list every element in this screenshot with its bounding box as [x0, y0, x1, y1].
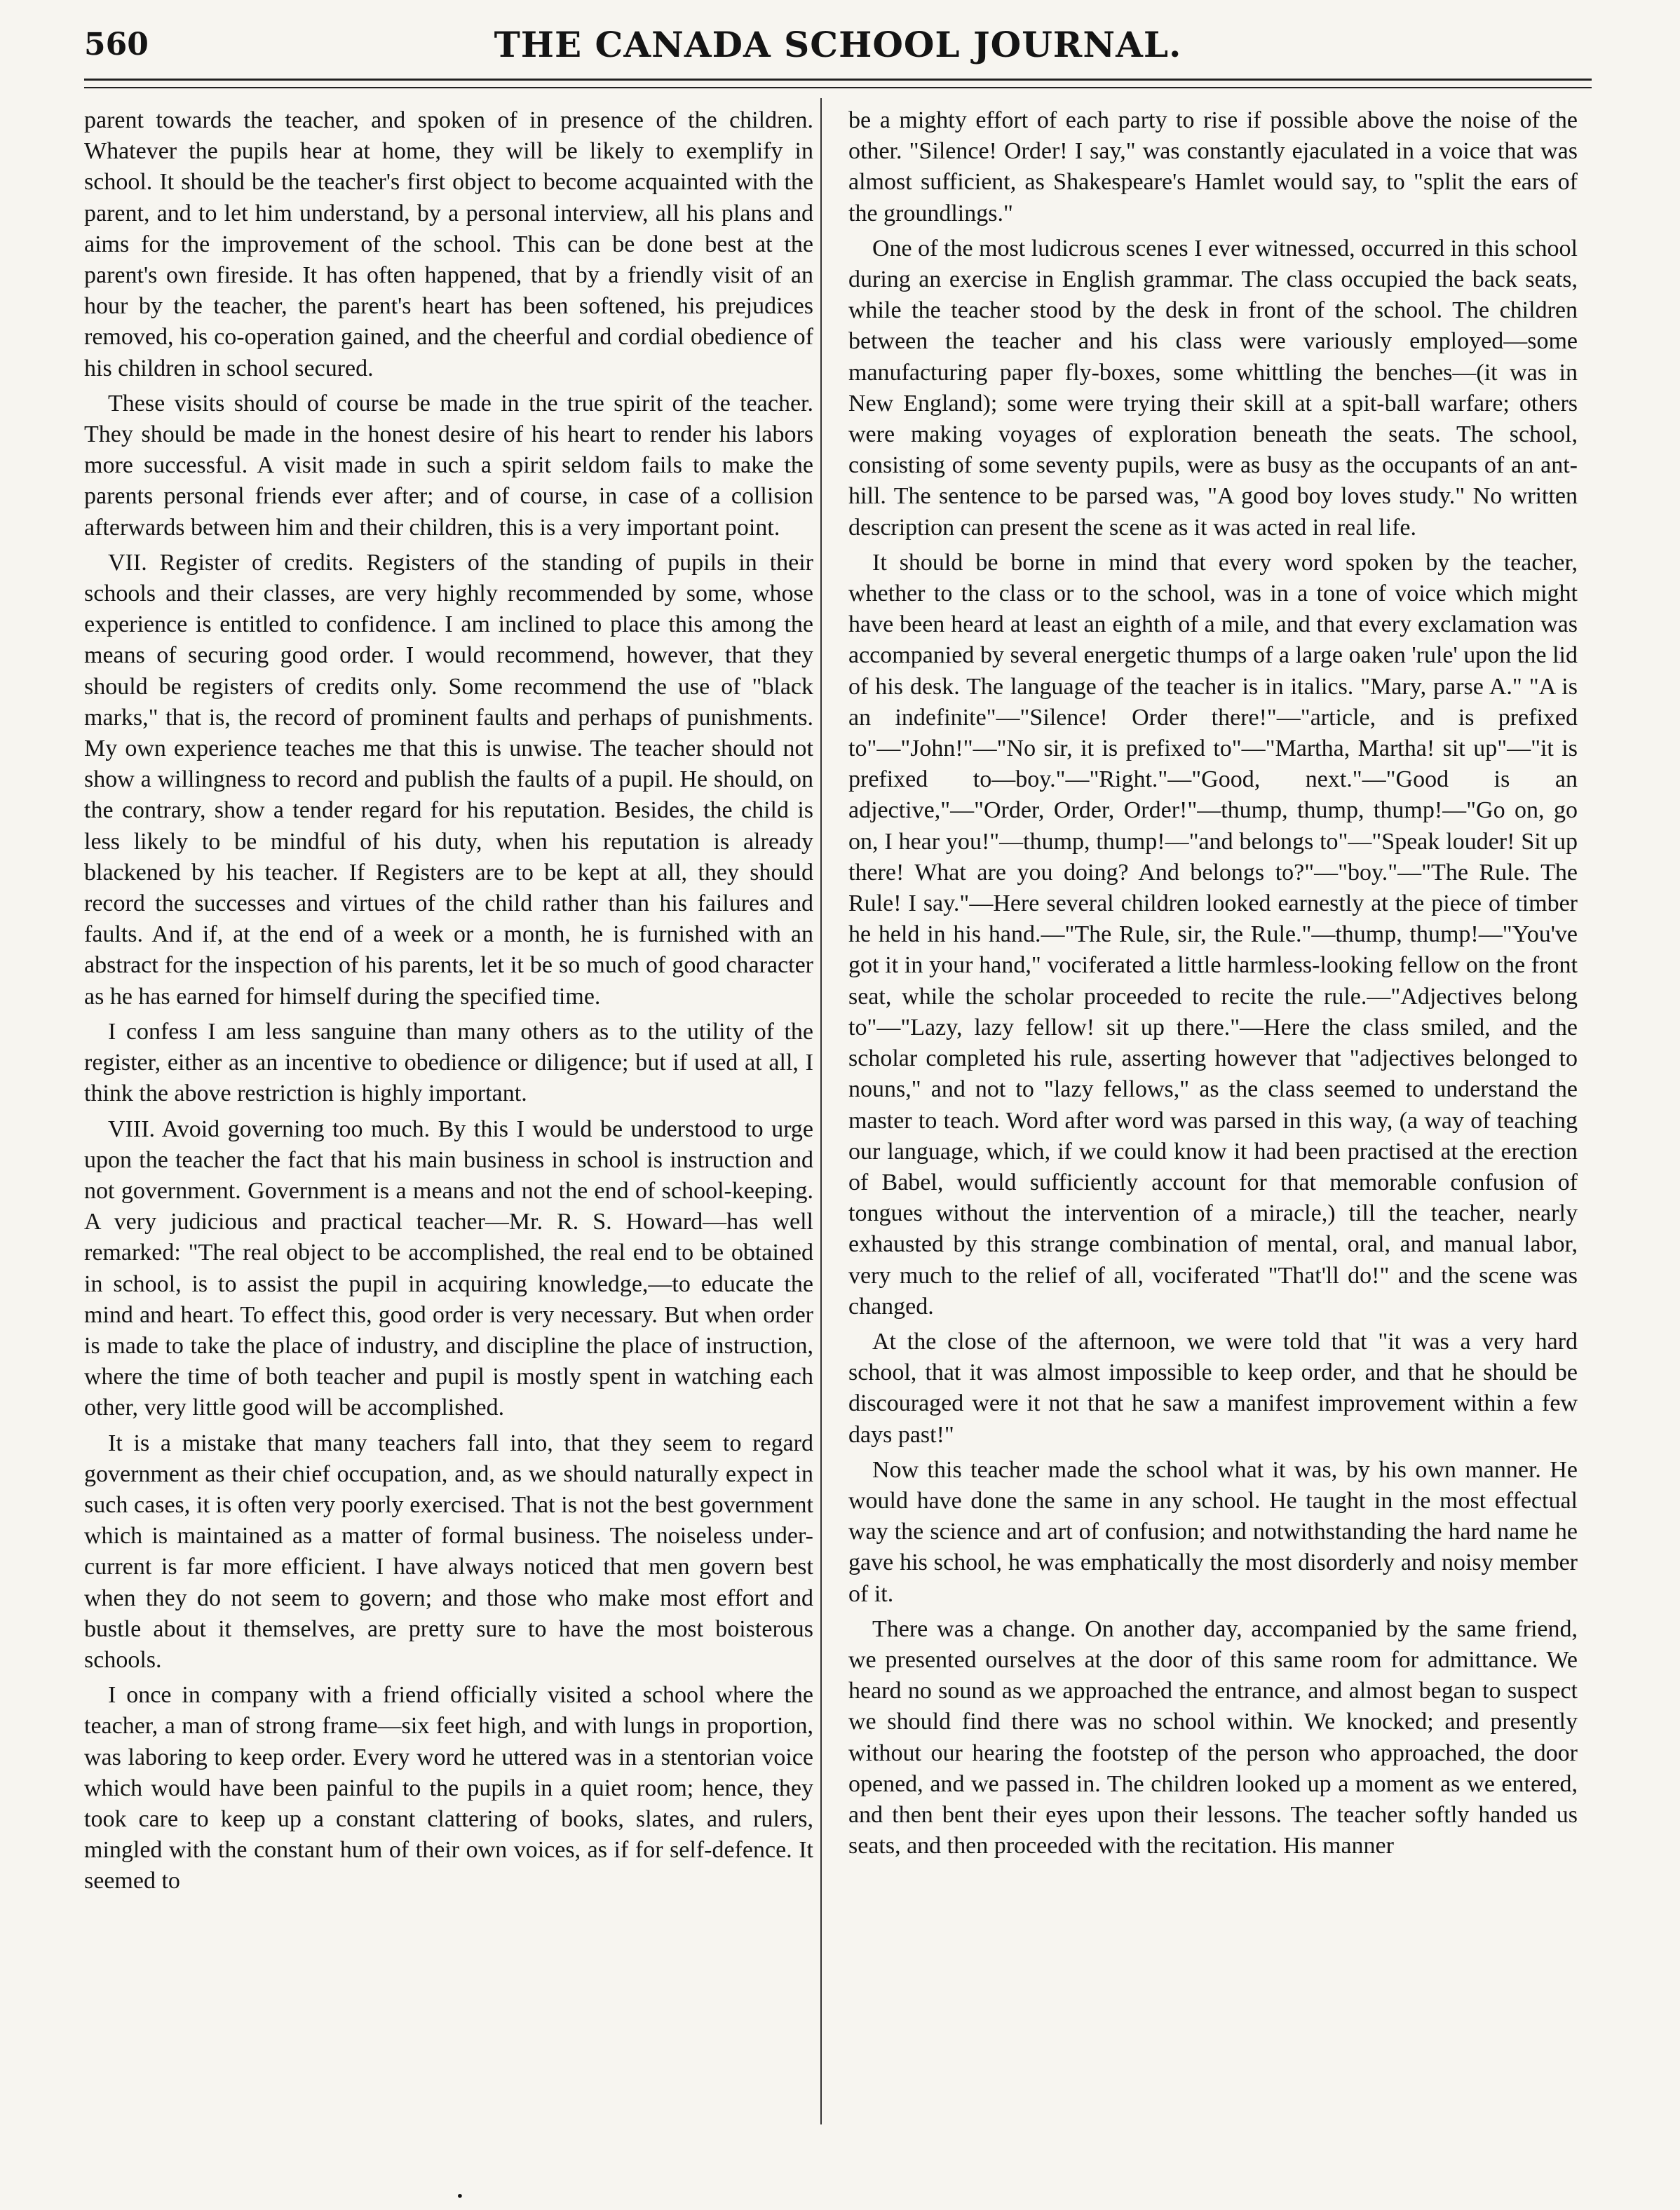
paragraph: VII. Register of credits. Registers of the standing of pupils in their schools and their classes, are very highly recommended by some, whose experience is entitled to confidence. I am inclined to place this among the means of securing good order. I would recommend, however, that they should be registers of credits only. Some recommend the use of "black marks," that is, the record of prominent faults and perhaps of punishments. My own experience teaches me that this is unwise. The teacher should not show a willingness to record and publish the faults of a pupil. He should, on the contrary, show a tender regard for his reputation. Besides, the child is less likely to be mindful of his duty, when his reputation is already blackened by his teacher. If Registers are to be kept at all, they should record the successes and virtues of the child rather than his failures and faults. And if, at the end of a week or a month, he is furnished with an abstract for the inspection of his parents, let it be so much of good character as he has earned for himself during the specified time. [84, 549, 813, 1010]
paragraph: VIII. Avoid governing too much. By this I would be understood to urge upon the teacher the fact that his main business in school is instruction and not government. Government is a means and not the end of school-keeping. A very judicious and practical teacher—Mr. R. S. Howard—has well remarked: "The real object to be accomplished, the real end to be obtained in school, is to assist the pupil in acquiring knowledge,—to educate the mind and heart. To effect this, good order is very necessary. But when order is made to take the place of industry, and discipline the place of instruction, where the time of both teacher and pupil is mostly spent in watching each other, very little good will be accomplished. [84, 1116, 813, 1421]
paragraph: One of the most ludicrous scenes I ever witnessed, occurred in this school during an exercise in English grammar. The class occupied the back seats, while the teacher stood by the desk in front of the school. The children between the teacher and his class were variously employed—some manufacturing paper fly-boxes, some whittling the benches—(it was in New England); some were trying their skill at a spit-ball warfare; others were making voyages of exploration beneath the seats. The school, consisting of some seventy pupils, were as busy as the occupants of an ant-hill. The sentence to be parsed was, "A good boy loves study." No written description can present the scene as it was acted in real life. [848, 235, 1578, 541]
header-rule [84, 79, 1592, 81]
page-number: 560 [84, 27, 149, 62]
print-speck: • [456, 2188, 464, 2204]
paragraph: There was a change. On another day, accompanied by the same friend, we presented ourselves at the door of this same room for admittance. We heard no sound as we approached the entrance, and almost began to suspect we should find there was no school within. We knocked; and presently without our hearing the footstep of the person who approached, the door opened, and we passed in. The children looked up a moment as we entered, and then bent their eyes upon their lessons. The teacher softly handed us seats, and then proceeded with the recitation. His manner [848, 1615, 1578, 1859]
paragraph: These visits should of course be made in the true spirit of the teacher. They should be made in the honest desire of his heart to render his labors more successful. A visit made in such a spirit seldom fails to make the parents personal friends ever after; and of course, in case of a collision afterwards between him and their children, this is a very important point. [84, 390, 813, 541]
paragraph: At the close of the afternoon, we were told that "it was a very hard school, that it was almost impossible to keep order, and that he should be discouraged were it not that he saw a manifest improvement within a few days past!" [848, 1328, 1578, 1448]
right-column [848, 105, 1578, 2124]
page-header [84, 24, 1592, 66]
paragraph: I once in company with a friend officially visited a school where the teacher, a man of strong frame—six feet high, and with lungs in proportion, was laboring to keep order. Every word he uttered was in a stentorian voice which would have been painful to the pupils in a quiet room; hence, they took care to keep up a constant clattering of books, slates, and rulers, mingled with the constant hum of their own voices, as if for self-defence. It seemed to [84, 1682, 813, 1894]
paragraph: Now this teacher made the school what it was, by his own manner. He would have done the same in any school. He taught in the most effectual way the science and art of confusion; and notwithstanding the hard name he gave his school, he was emphatically the most disorderly and noisy member of it. [848, 1456, 1578, 1607]
column-divider [820, 98, 822, 2124]
paragraph: I confess I am less sanguine than many others as to the utility of the register, either as an incentive to obedience or diligence; but if used at all, I think the above restriction is highly important. [84, 1018, 813, 1107]
left-column [84, 105, 813, 2124]
header-rule-secondary [84, 87, 1592, 88]
paragraph: be a mighty effort of each party to rise if possible above the noise of the other. "Silence! Order! I say," was constantly ejaculated in a voice that was almost sufficient, as Shakespeare's Hamlet would say, to "split the ears of the groundlings." [848, 107, 1578, 226]
paragraph: It should be borne in mind that every word spoken by the teacher, whether to the class or to the school, was in a tone of voice which might have been heard at least an eighth of a mile, and that every exclamation was accompanied by several energetic thumps of a large oaken 'rule' upon the lid of his desk. The language of the teacher is in italics. "Mary, parse A." "A is an indefinite"—"Silence! Order there!"—"article, and is prefixed to"—"John!"—"No sir, it is prefixed to"—"Martha, Martha! sit up"—"it is prefixed to—boy."—"Right."—"Good, next."—"Good is an adjective,"—"Order, Order, Order!"—thump, thump, thump!—"Go on, go on, I hear you!"—thump, thump!—"and belongs to"—"Speak louder! Sit up there! What are you doing? And belongs to?"—"boy."—"The Rule. The Rule! I say."—Here several children looked earnestly at the piece of timber he held in his hand.—"The Rule, sir, the Rule."—thump, thump!—"You've got it in your hand," vociferated a little harmless-looking fellow on the front seat, while the scholar proceeded to recite the rule.—"Adjectives belong to"—"Lazy, lazy fellow! sit up there."—Here the class smiled, and the scholar completed his rule, asserting however that "adjectives belonged to nouns," and not to "lazy fellows," as the class seemed to understand the master to teach. Word after word was parsed in this way, (a way of teaching our language, which, if we could know it had been practised at the erection of Babel, would sufficiently account for that memorable confusion of tongues without the intervention of a miracle,) till the teacher, nearly exhausted by this strange combination of mental, oral, and manual labor, very much to the relief of all, vociferated "That'll do!" and the scene was changed. [848, 549, 1578, 1320]
journal-title: THE CANADA SCHOOL JOURNAL. [494, 24, 1182, 65]
paragraph: It is a mistake that many teachers fall into, that they seem to regard government as their chief occupation, and, as we should naturally expect in such cases, it is often very poorly exercised. That is not the best government which is maintained as a matter of formal business. The noiseless under-current is far more efficient. I have always noticed that men govern best when they do not seem to govern; and those who make most effort and bustle about it themselves, are pretty sure to have the most boisterous schools. [84, 1430, 813, 1673]
paragraph: parent towards the teacher, and spoken of in presence of the children. Whatever the pupils hear at home, they will be likely to exemplify in school. It should be the teacher's first object to become acquainted with the parent, and to let him understand, by a personal interview, all his plans and aims for the improvement of the school. This can be done best at the parent's own fireside. It has often happened, that by a friendly visit of an hour by the teacher, the parent's heart has been softened, his prejudices removed, his co-operation gained, and the cheerful and cordial obedience of his children in school secured. [84, 107, 813, 381]
